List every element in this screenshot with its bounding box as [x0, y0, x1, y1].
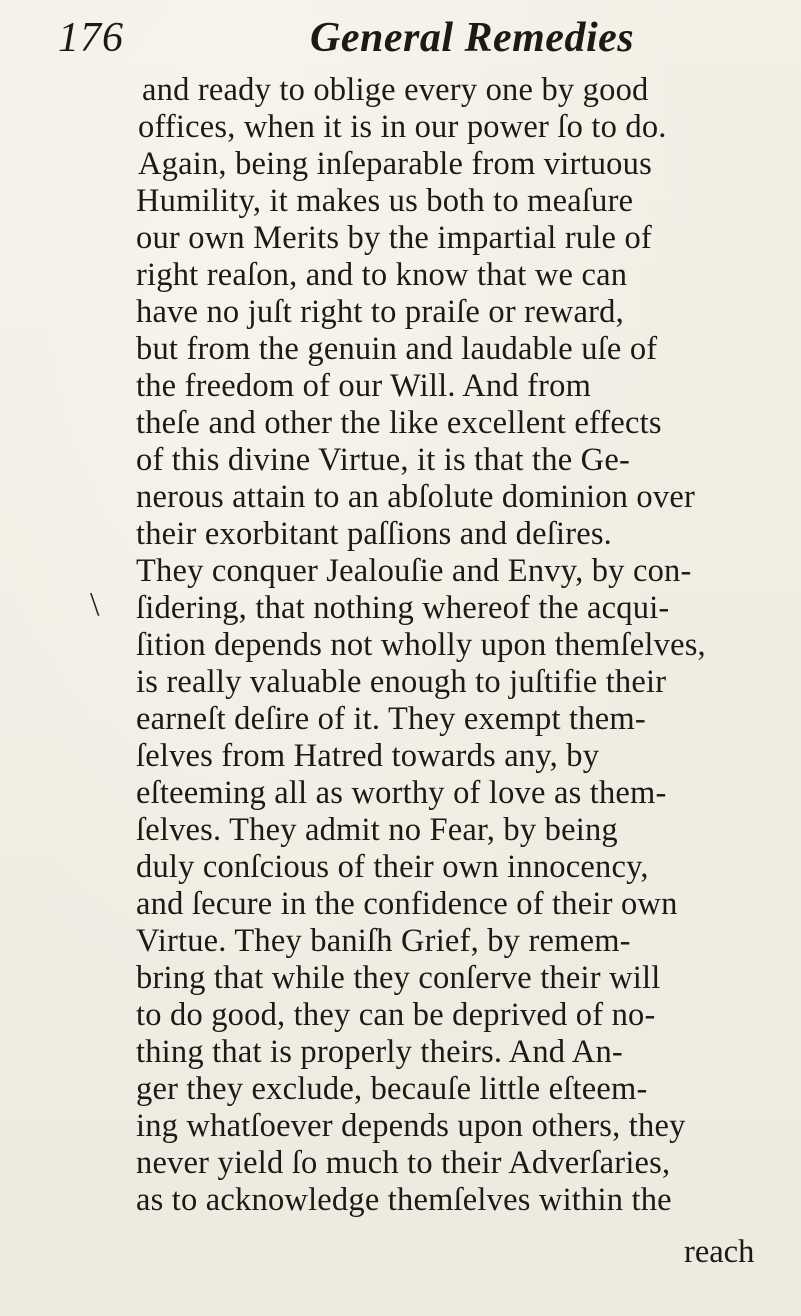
- page-header: [58, 14, 761, 70]
- catchword: reach: [684, 1234, 755, 1270]
- text-line: Virtue. They baniſh Grief, by remem-: [136, 923, 631, 959]
- margin-mark: \: [90, 586, 100, 623]
- text-line: earneſt deſire of it. They exempt them-: [136, 701, 646, 737]
- text-line: ſition depends not wholly upon themſelves,: [136, 627, 706, 663]
- text-line: is really valuable enough to juſtifie their: [136, 664, 667, 700]
- text-line: have no juſt right to praiſe or reward,: [136, 294, 624, 330]
- text-line: eſteeming all as worthy of love as them-: [136, 775, 667, 811]
- text-line: their exorbitant paſſions and deſires.: [136, 516, 613, 552]
- text-line: They conquer Jealouſie and Envy, by con-: [136, 553, 692, 589]
- text-line: and ready to oblige every one by good: [142, 72, 649, 108]
- text-line: Again, being inſeparable from virtuous: [138, 146, 652, 182]
- text-line: ſidering, that nothing whereof the acqui-: [136, 590, 670, 626]
- text-line: ſelves. They admit no Fear, by being: [136, 812, 618, 848]
- text-line: never yield ſo much to their Adverſaries,: [136, 1145, 671, 1181]
- text-line: ſelves from Hatred towards any, by: [136, 738, 600, 774]
- text-line: of this divine Virtue, it is that the Ge-: [136, 442, 630, 478]
- text-line: as to acknowledge themſelves within the: [136, 1182, 672, 1218]
- text-line: thing that is properly theirs. And An-: [136, 1034, 623, 1070]
- running-head: General Remedies: [310, 15, 635, 61]
- text-line: the freedom of our Will. And from: [136, 368, 592, 404]
- text-line: ger they exclude, becauſe little eſteem-: [136, 1071, 648, 1107]
- text-line: right reaſon, and to know that we can: [136, 257, 628, 293]
- text-line: but from the genuin and laudable uſe of: [136, 331, 658, 367]
- text-line: our own Merits by the impartial rule of: [136, 220, 652, 256]
- text-line: ing whatſoever depends upon others, they: [136, 1108, 686, 1144]
- text-line: theſe and other the like excellent effects: [136, 405, 662, 441]
- text-line: to do good, they can be deprived of no-: [136, 997, 656, 1033]
- page-number: 176: [58, 15, 124, 61]
- text-line: bring that while they conſerve their will: [136, 960, 661, 996]
- text-line: offices, when it is in our power ſo to do.: [138, 109, 667, 145]
- text-line: Humility, it makes us both to meaſure: [136, 183, 634, 219]
- text-line: nerous attain to an abſolute dominion over: [136, 479, 695, 515]
- text-line: duly conſcious of their own innocency,: [136, 849, 649, 885]
- text-line: and ſecure in the confidence of their own: [136, 886, 678, 922]
